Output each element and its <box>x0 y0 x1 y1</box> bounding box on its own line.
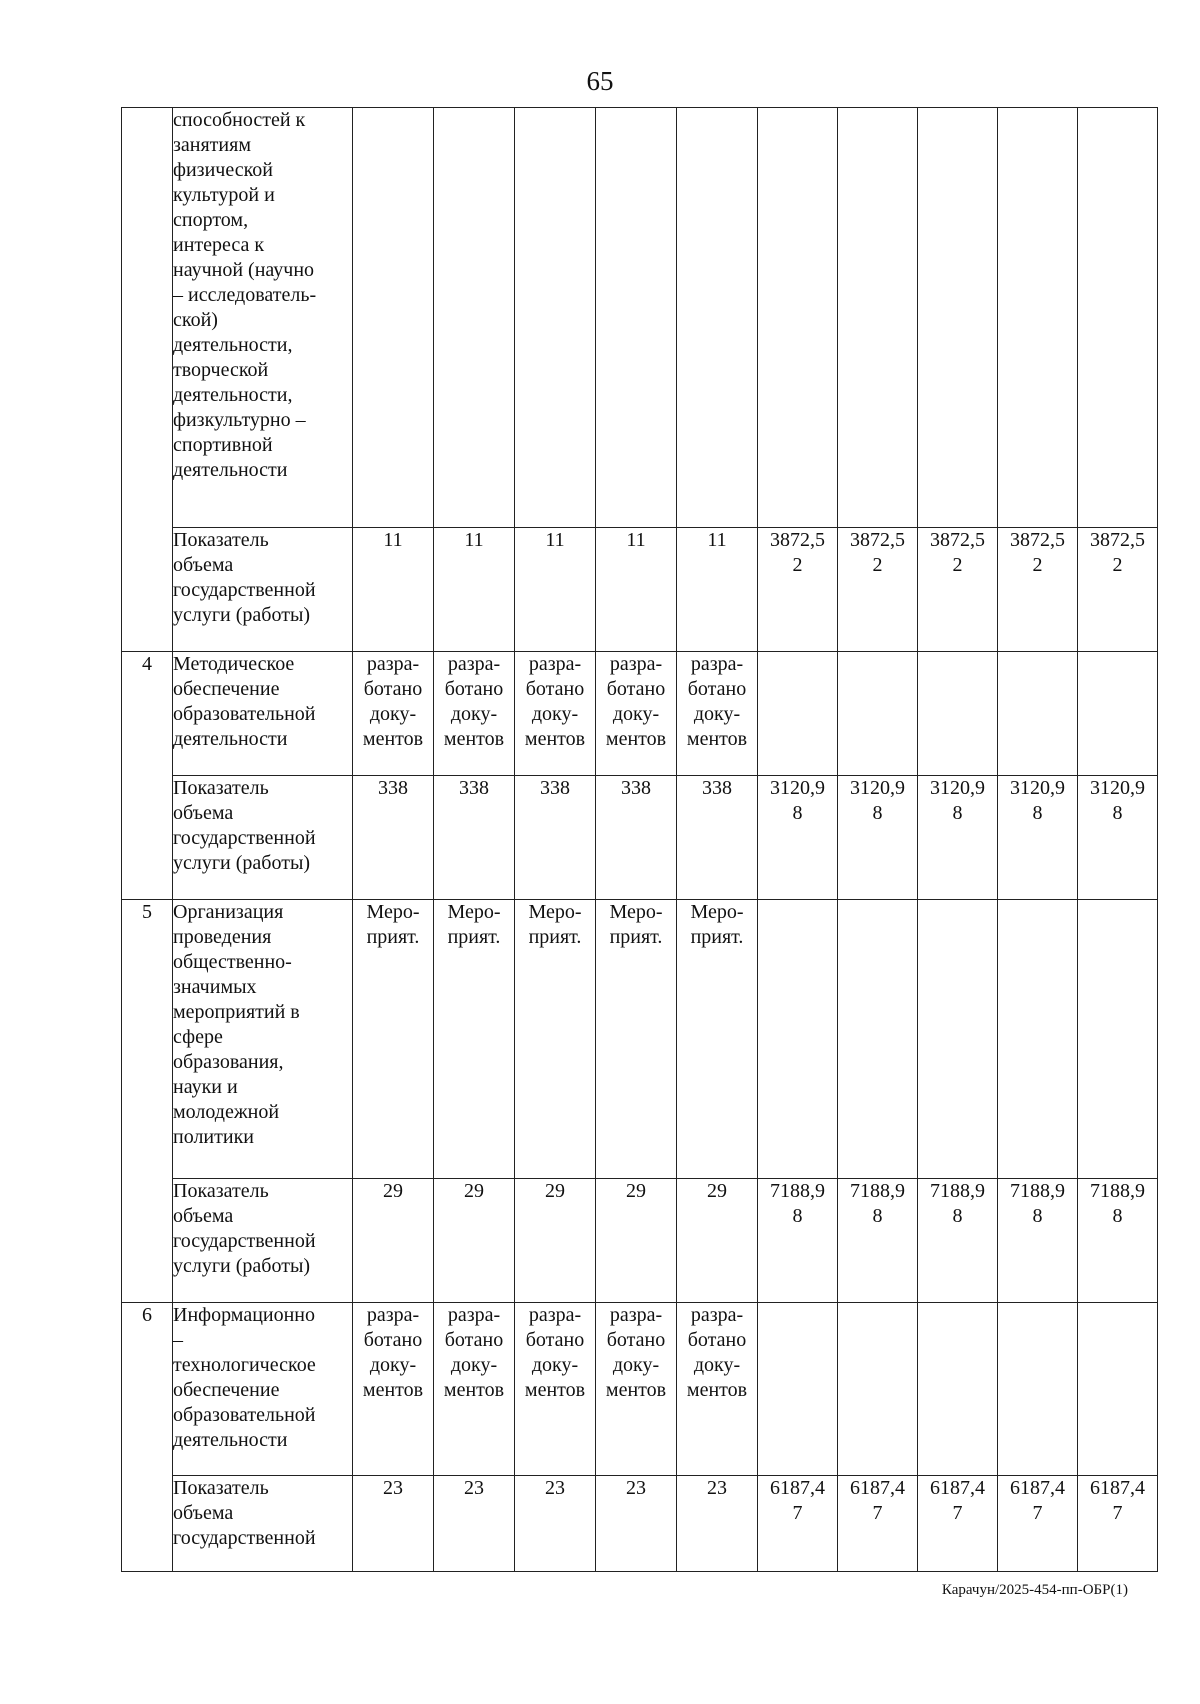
row-name-line: общественно- <box>173 951 292 973</box>
row-name-line: физкультурно – <box>173 409 306 431</box>
value-cell: Меро- прият. <box>596 900 677 1179</box>
row-name-line: государственной <box>173 1230 316 1252</box>
value-cell <box>434 108 515 528</box>
value-cell <box>677 108 758 528</box>
value-cell: 23 <box>515 1476 596 1572</box>
row-name-line: деятельности, <box>173 334 293 356</box>
row-number <box>122 1476 173 1572</box>
finance-cell <box>758 108 838 528</box>
value-cell: 23 <box>353 1476 434 1572</box>
row-name <box>173 1476 353 1572</box>
row-name-line: образовательной <box>173 703 316 725</box>
value-cell: 11 <box>353 528 434 652</box>
value-cell: Меро- прият. <box>677 900 758 1179</box>
finance-cell: 6187,4 7 <box>918 1476 998 1572</box>
row-name-line: – исследователь- <box>173 284 317 306</box>
table-row <box>122 528 1158 652</box>
page-number: 65 <box>586 66 614 96</box>
value-cell: разра- ботано доку- ментов <box>677 652 758 776</box>
row-name-line: – <box>173 1329 183 1351</box>
value-cell: 11 <box>596 528 677 652</box>
value-cell: 29 <box>353 1179 434 1303</box>
value-cell: 29 <box>434 1179 515 1303</box>
row-name-line: обеспечение <box>173 678 280 700</box>
row-name-line: Показатель <box>173 1180 269 1202</box>
value-cell: 23 <box>596 1476 677 1572</box>
value-cell: Меро- прият. <box>353 900 434 1179</box>
table-row <box>122 652 1158 776</box>
row-name-line: политики <box>173 1126 254 1148</box>
row-name-line: технологическое <box>173 1354 316 1376</box>
finance-cell <box>998 1303 1078 1476</box>
row-name-line: значимых <box>173 976 257 998</box>
finance-cell <box>758 1303 838 1476</box>
value-cell: 338 <box>596 776 677 900</box>
table-row <box>122 900 1158 1179</box>
row-name-line: объема <box>173 802 234 824</box>
value-cell: 11 <box>677 528 758 652</box>
value-cell: 11 <box>515 528 596 652</box>
finance-cell: 7188,9 8 <box>838 1179 918 1303</box>
value-cell <box>515 108 596 528</box>
row-name-line: молодежной <box>173 1101 280 1123</box>
row-name-line: спортивной <box>173 434 273 456</box>
value-cell <box>596 108 677 528</box>
finance-cell: 3872,5 2 <box>1078 528 1158 652</box>
row-name-line: деятельности <box>173 728 288 750</box>
row-name-line: Информационно <box>173 1304 316 1326</box>
finance-cell <box>918 900 998 1179</box>
finance-cell <box>758 900 838 1179</box>
value-cell: разра- ботано доку- ментов <box>596 1303 677 1476</box>
finance-cell: 3120,9 8 <box>758 776 838 900</box>
row-number: 4 <box>122 652 173 776</box>
finance-cell: 3872,5 2 <box>838 528 918 652</box>
finance-cell: 7188,9 8 <box>918 1179 998 1303</box>
row-name-line: деятельности <box>173 459 288 481</box>
finance-cell: 6187,4 7 <box>1078 1476 1158 1572</box>
row-name-line: государственной <box>173 827 316 849</box>
row-name-line: творческой <box>173 359 269 381</box>
finance-cell: 3120,9 8 <box>918 776 998 900</box>
finance-cell <box>998 652 1078 776</box>
finance-cell <box>838 900 918 1179</box>
value-cell: 29 <box>677 1179 758 1303</box>
row-name-line: мероприятий в <box>173 1001 300 1023</box>
finance-cell: 3872,5 2 <box>918 528 998 652</box>
row-name <box>173 108 353 528</box>
finance-cell <box>1078 108 1158 528</box>
table-body <box>122 108 1158 1572</box>
finance-cell <box>1078 652 1158 776</box>
finance-cell: 7188,9 8 <box>758 1179 838 1303</box>
finance-cell: 7188,9 8 <box>998 1179 1078 1303</box>
value-cell: разра- ботано доку- ментов <box>515 652 596 776</box>
row-name <box>173 1179 353 1303</box>
row-name-line: сфере <box>173 1026 223 1048</box>
row-name-line: услуги (работы) <box>173 604 311 626</box>
row-name-line: образования, <box>173 1051 284 1073</box>
services-table <box>121 107 1158 1572</box>
finance-cell <box>838 108 918 528</box>
row-name <box>173 776 353 900</box>
row-number <box>122 528 173 652</box>
finance-cell <box>998 900 1078 1179</box>
finance-cell <box>1078 1303 1158 1476</box>
finance-cell: 3120,9 8 <box>838 776 918 900</box>
row-name-line: научной (научно <box>173 259 315 281</box>
row-number: 6 <box>122 1303 173 1476</box>
value-cell: разра- ботано доку- ментов <box>434 652 515 776</box>
row-name <box>173 1303 353 1476</box>
finance-cell <box>998 108 1078 528</box>
row-name-line: Методическое <box>173 653 295 675</box>
row-name <box>173 900 353 1179</box>
finance-cell <box>838 652 918 776</box>
value-cell: 338 <box>515 776 596 900</box>
row-name-line: образовательной <box>173 1404 316 1426</box>
row-name-line: культурой и <box>173 184 275 206</box>
finance-cell: 6187,4 7 <box>758 1476 838 1572</box>
row-name <box>173 528 353 652</box>
row-name <box>173 652 353 776</box>
value-cell: разра- ботано доку- ментов <box>353 652 434 776</box>
row-name-line: Показатель <box>173 1477 269 1499</box>
row-number: 5 <box>122 900 173 1179</box>
value-cell: 29 <box>515 1179 596 1303</box>
table-row <box>122 1179 1158 1303</box>
value-cell: 29 <box>596 1179 677 1303</box>
table-row <box>122 1303 1158 1476</box>
value-cell: 11 <box>434 528 515 652</box>
finance-cell <box>758 652 838 776</box>
finance-cell: 6187,4 7 <box>998 1476 1078 1572</box>
row-name-line: обеспечение <box>173 1379 280 1401</box>
value-cell: Меро- прият. <box>434 900 515 1179</box>
table-row <box>122 1476 1158 1572</box>
row-name-line: услуги (работы) <box>173 852 311 874</box>
row-name-line: государственной <box>173 579 316 601</box>
row-name-line: государственной <box>173 1527 316 1549</box>
value-cell: разра- ботано доку- ментов <box>434 1303 515 1476</box>
row-name-line: науки и <box>173 1076 238 1098</box>
row-name-line: ской) <box>173 309 218 331</box>
value-cell: разра- ботано доку- ментов <box>353 1303 434 1476</box>
row-name-line: способностей к <box>173 109 306 131</box>
row-name-line: Организация <box>173 901 284 923</box>
finance-cell: 3120,9 8 <box>1078 776 1158 900</box>
row-name-line: объема <box>173 1502 234 1524</box>
footer-code: Карачун/2025-454-пп-ОБР(1) <box>941 1582 1128 1598</box>
row-name-line: занятиям <box>173 134 251 156</box>
value-cell: 338 <box>434 776 515 900</box>
value-cell: 23 <box>677 1476 758 1572</box>
row-name-line: спортом, <box>173 209 249 231</box>
row-name-line: проведения <box>173 926 272 948</box>
finance-cell: 3120,9 8 <box>998 776 1078 900</box>
finance-cell: 7188,9 8 <box>1078 1179 1158 1303</box>
row-name-line: интереса к <box>173 234 265 256</box>
value-cell: Меро- прият. <box>515 900 596 1179</box>
finance-cell <box>918 1303 998 1476</box>
row-number <box>122 1179 173 1303</box>
row-name-line: деятельности <box>173 1429 288 1451</box>
finance-cell: 6187,4 7 <box>838 1476 918 1572</box>
row-number <box>122 108 173 528</box>
row-name-line: Показатель <box>173 777 269 799</box>
finance-cell <box>918 652 998 776</box>
row-name-line: объема <box>173 554 234 576</box>
finance-cell: 3872,5 2 <box>998 528 1078 652</box>
finance-cell: 3872,5 2 <box>758 528 838 652</box>
table-row <box>122 776 1158 900</box>
value-cell: разра- ботано доку- ментов <box>515 1303 596 1476</box>
row-name-line: деятельности, <box>173 384 293 406</box>
finance-cell <box>838 1303 918 1476</box>
table-row <box>122 108 1158 528</box>
value-cell: разра- ботано доку- ментов <box>677 1303 758 1476</box>
row-name-line: Показатель <box>173 529 269 551</box>
row-name-line: объема <box>173 1205 234 1227</box>
value-cell: 338 <box>353 776 434 900</box>
value-cell: 23 <box>434 1476 515 1572</box>
finance-cell <box>1078 900 1158 1179</box>
value-cell: разра- ботано доку- ментов <box>596 652 677 776</box>
row-name-line: услуги (работы) <box>173 1255 311 1277</box>
value-cell <box>353 108 434 528</box>
finance-cell <box>918 108 998 528</box>
row-number <box>122 776 173 900</box>
value-cell: 338 <box>677 776 758 900</box>
row-name-line: физической <box>173 159 273 181</box>
